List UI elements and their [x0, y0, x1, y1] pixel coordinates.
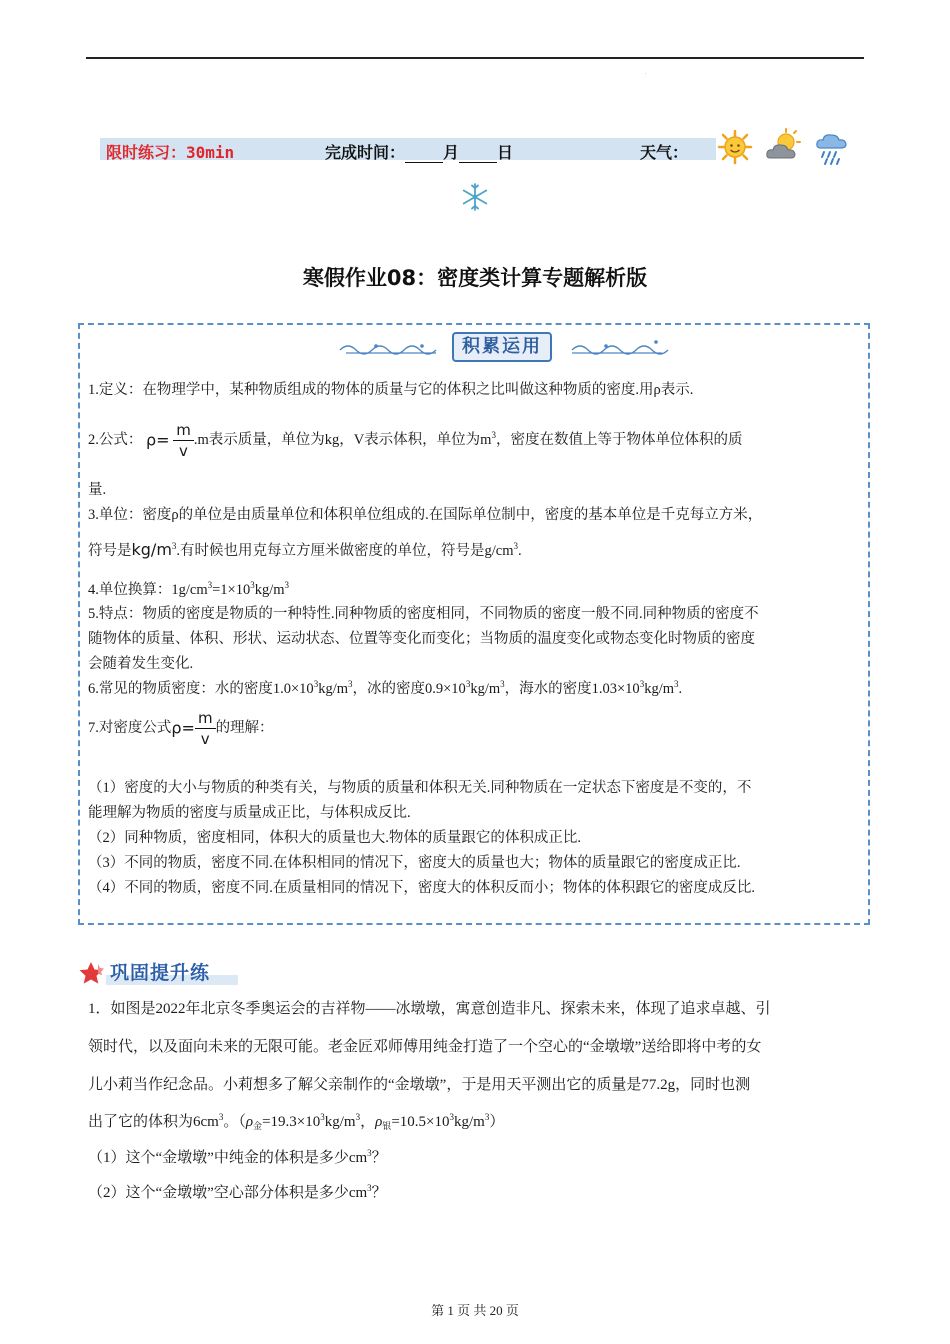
- understanding-2: （2）同种物质，密度相同，体积大的质量也大.物体的质量跟它的体积成正比.: [88, 830, 581, 846]
- banner-title: 积累运用: [452, 332, 552, 362]
- unit-symbol-line: 符号是$kg/m^3$.有时候也用克每立方厘米做密度的单位，符号是$g/cm^3$.: [88, 540, 522, 559]
- understanding-1b: 能理解为物质的密度与质量成正比，与体积成反比.: [88, 805, 411, 821]
- sub-question-1: （1）这个“金墩墩”中纯金的体积是多少$cm^3$？: [88, 1148, 387, 1166]
- property-line-2: 随物体的质量、体积、形状、运动状态、位置等变化而变化；当物质的温度变化或物态变化时物质的密度: [88, 631, 755, 647]
- unit-line: 3.单位：密度ρ的单位是由质量单位和体积单位组成的.在国际单位制中，密度的基本单位是千克每立方米，: [88, 507, 763, 523]
- document-title: 寒假作业08：密度类计算专题解析版: [302, 266, 648, 290]
- density-fraction-2: $\frac{m}{v}$: [195, 708, 216, 749]
- sub-question-2: （2）这个“金墩墩”空心部分体积是多少$cm^3$？: [88, 1183, 387, 1201]
- formula-line-continued: 量.: [88, 482, 107, 498]
- understanding-3: （3）不同的物质，密度不同.在体积相同的情况下，密度大的质量也大；物体的质量跟它的密度成正比.: [88, 855, 741, 871]
- section-title: 巩固提升练: [110, 962, 211, 984]
- partly-cloudy-icon: [764, 128, 802, 166]
- question-1-line-2: 领时代，以及面向未来的无限可能。老金匠邓师傅用纯金打造了一个空心的“金墩墩”送给即将中考的女: [88, 1039, 762, 1055]
- snowflake-icon: [460, 182, 490, 212]
- header-rule: [86, 57, 864, 59]
- question-1-line-3: 儿小莉当作纪念品。小莉想多了解父亲制作的“金墩墩”，于是用天平测出它的质量是77.2g，同时也测: [88, 1077, 751, 1093]
- completion-time: 完成时间： 月 日: [325, 143, 514, 162]
- question-1-line-4: 出了它的体积为$6cm^3$。（$\rho_金=19.3\times 10^3kg/m^3$，$\rho_银=10.5\times 10^3kg/m^3$）: [88, 1112, 505, 1131]
- conversion-line: 4.单位换算：$1g/cm^3=1\times 10^3kg/m^3$: [88, 580, 290, 598]
- rain-icon: [814, 128, 852, 166]
- formula-line: 2.公式： ρ= $\frac{m}{v}$ .m表示质量，单位为kg，V表示体积，单位为$m^3$，密度在数值上等于物体单位体积的质: [88, 421, 743, 460]
- header-dot: .: [645, 70, 647, 76]
- density-fraction: $\frac{m}{v}$: [173, 420, 194, 461]
- understanding-4: （4）不同的物质，密度不同.在质量相同的情况下，密度大的体积反而小；物体的体积跟它的密度成反比.: [88, 880, 755, 896]
- sunny-icon: [716, 128, 754, 166]
- page-number: 第 1 页 共 20 页: [431, 1303, 519, 1318]
- day-blank[interactable]: [459, 146, 497, 163]
- property-line-1: 5.特点：物质的密度是物质的一种特性.同种物质的密度相同，不同物质的密度一般不同.同种物质的密度不: [88, 606, 759, 622]
- question-1-line-1: 1．如图是2022年北京冬季奥运会的吉祥物——冰墩墩，寓意创造非凡、探索未来，体现了追求卓越、引: [88, 1001, 771, 1017]
- definition-line: 1.定义：在物理学中，某种物质组成的物体的质量与它的体积之比叫做这种物质的密度.用ρ表示.: [88, 382, 694, 398]
- time-limit: 限时练习：30min: [106, 143, 235, 162]
- understanding-1a: （1）密度的大小与物质的种类有关，与物质的质量和体积无关.同种物质在一定状态下密度是不变的，不: [88, 780, 752, 796]
- star-icon: [78, 960, 106, 986]
- month-blank[interactable]: [405, 146, 443, 163]
- common-density-line: 6.常见的物质密度：水的密度$1.0\times 10^3kg/m^3$，冰的密度$0.9\times 10^3kg/m^3$，海水的密度$1.03\times 10^3kg/m^3$.: [88, 679, 683, 697]
- property-line-3: 会随着发生变化.: [88, 656, 194, 672]
- understanding-line: 7.对密度公式ρ= $\frac{m}{v}$ 的理解：: [88, 709, 274, 748]
- weather-label: 天气：: [640, 143, 689, 162]
